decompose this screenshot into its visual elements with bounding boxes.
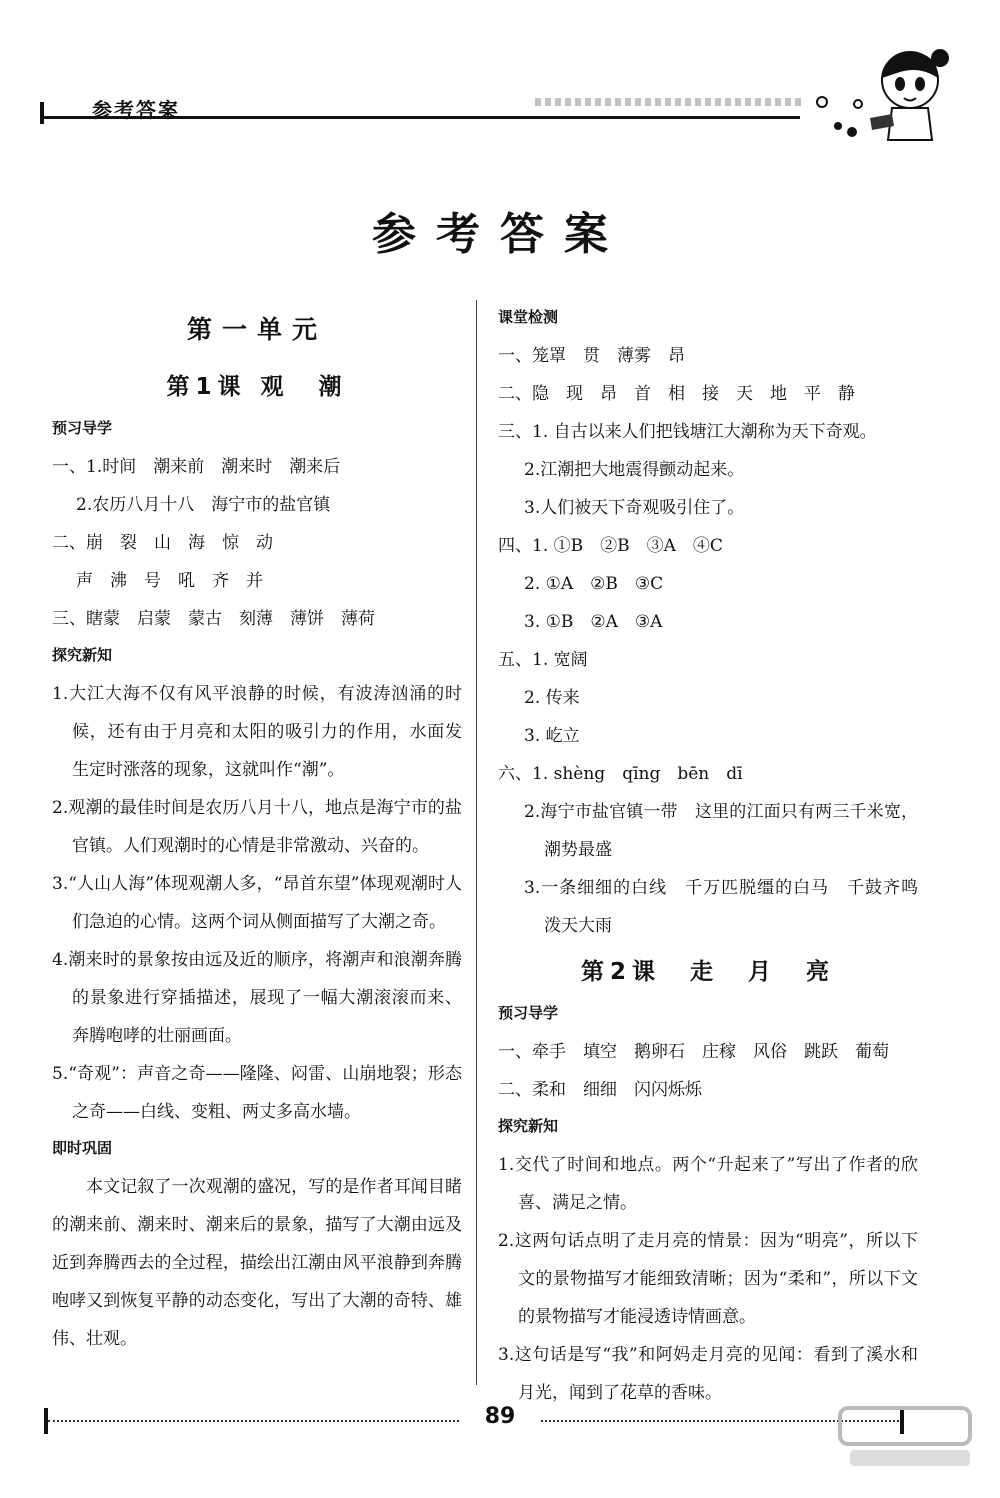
section-heading: 预习导学 (52, 419, 113, 437)
answer-line: 五、1. 宽阔 (498, 650, 588, 670)
answer-line: 2.江潮把大地震得颤动起来。 (524, 460, 745, 480)
column-divider (476, 300, 477, 1385)
answer-line: 三、瞎蒙 启蒙 蒙古 刻薄 薄饼 薄荷 (52, 609, 375, 629)
section-heading: 预习导学 (498, 1004, 559, 1022)
answer-paragraph: 1.交代了时间和地点。两个“升起来了”写出了作者的欣喜、满足之情。 (498, 1155, 918, 1213)
page-number: 89 (460, 1404, 540, 1429)
section-heading: 课堂检测 (498, 308, 559, 326)
section-heading: 探究新知 (52, 646, 113, 664)
section-heading: 即时巩固 (52, 1139, 113, 1157)
answer-line: 六、1. shèng qīng bēn dī (498, 764, 743, 784)
answer-line: 2. 传来 (524, 688, 580, 708)
section-heading: 探究新知 (498, 1117, 559, 1135)
answer-paragraph: 1.大江大海不仅有风平浪静的时候，有波涛汹涌的时候，还有由于月亮和太阳的吸引力的作用，水面发生定时涨落的现象，这就叫作“潮”。 (52, 684, 462, 780)
answer-paragraph: 5.“奇观”：声音之奇——隆隆、闷雷、山崩地裂；形态之奇——白线、变粗、两丈多高水墙。 (52, 1064, 462, 1122)
answer-line: 3. 屹立 (524, 726, 580, 746)
answer-line: 二、柔和 细细 闪闪烁烁 (498, 1080, 702, 1100)
answer-line: 一、牵手 填空 鹅卵石 庄稼 风俗 跳跃 葡萄 (498, 1042, 889, 1062)
header-rule (40, 116, 800, 123)
answer-line: 3. ①B ②A ③A (524, 612, 663, 632)
watermark-logo (820, 1400, 990, 1480)
left-column (52, 300, 462, 1358)
answer-paragraph: 3.这句话是写“我”和阿妈走月亮的见闻：看到了溪水和月光，闻到了花草的香味。 (498, 1345, 918, 1403)
cartoon-girl-illustration (800, 40, 970, 150)
right-column (498, 300, 935, 1412)
answer-line: 2. ①A ②B ③C (524, 574, 664, 594)
answer-line: 三、1. 自古以来人们把钱塘江大潮称为天下奇观。 (498, 422, 877, 442)
answer-line: 3.人们被天下奇观吸引住了。 (524, 498, 745, 518)
answer-paragraph: 2.这两句话点明了走月亮的情景：因为“明亮”，所以下文的景物描写才能细致清晰；因为“柔和”，所以下文的景物描写才能浸透诗情画意。 (498, 1231, 918, 1327)
answer-line: 四、1. ①B ②B ③A ④C (498, 536, 723, 556)
answer-paragraph: 3.“人山人海”体现观潮人多，“昂首东望”体现观潮时人们急迫的心情。这两个词从侧面描写了大潮之奇。 (52, 874, 462, 932)
lesson-1-title: 第1课 观 潮 (166, 374, 348, 400)
lesson-2-title: 第2课 走 月 亮 (580, 959, 835, 985)
answer-line: 二、崩 裂 山 海 惊 动 (52, 533, 273, 553)
running-header: 参考答案 (92, 98, 180, 122)
answer-paragraph: 3.一条细细的白线 千万匹脱缰的白马 千鼓齐鸣 泼天大雨 (524, 878, 935, 936)
answer-paragraph: 2.观潮的最佳时间是农历八月十八，地点是海宁市的盐官镇。人们观潮时的心情是非常激动、兴奋的。 (52, 798, 462, 856)
answer-line: 一、1.时间 潮来前 潮来时 潮来后 (52, 457, 341, 477)
answer-line: 二、隐 现 昂 首 相 接 天 地 平 静 (498, 384, 855, 404)
answer-paragraph: 本文记叙了一次观潮的盛况，写的是作者耳闻目睹的潮来前、潮来时、潮来后的景象，描写了大潮由远及近到奔腾西去的全过程，描绘出江潮由风平浪静到奔腾咆哮又到恢复平静的动态变化，写出了大潮的奇特、雄伟、壮观。 (52, 1177, 462, 1349)
answer-line: 2.农历八月十八 海宁市的盐官镇 (76, 495, 331, 515)
answer-line: 一、笼罩 贯 薄雾 昂 (498, 346, 685, 366)
answer-paragraph: 4.潮来时的景象按由远及近的顺序，将潮声和浪潮奔腾的景象进行穿插描述，展现了一幅大潮滚滚而来、奔腾咆哮的壮丽画面。 (52, 950, 462, 1046)
answer-paragraph: 2.海宁市盐官镇一带 这里的江面只有两三千米宽，潮势最盛 (524, 802, 918, 860)
answer-line: 声 沸 号 吼 齐 并 (76, 571, 263, 591)
unit-title: 第一单元 (186, 315, 327, 344)
page-title: 参考答案 (372, 209, 628, 260)
header-decoration (535, 98, 805, 106)
